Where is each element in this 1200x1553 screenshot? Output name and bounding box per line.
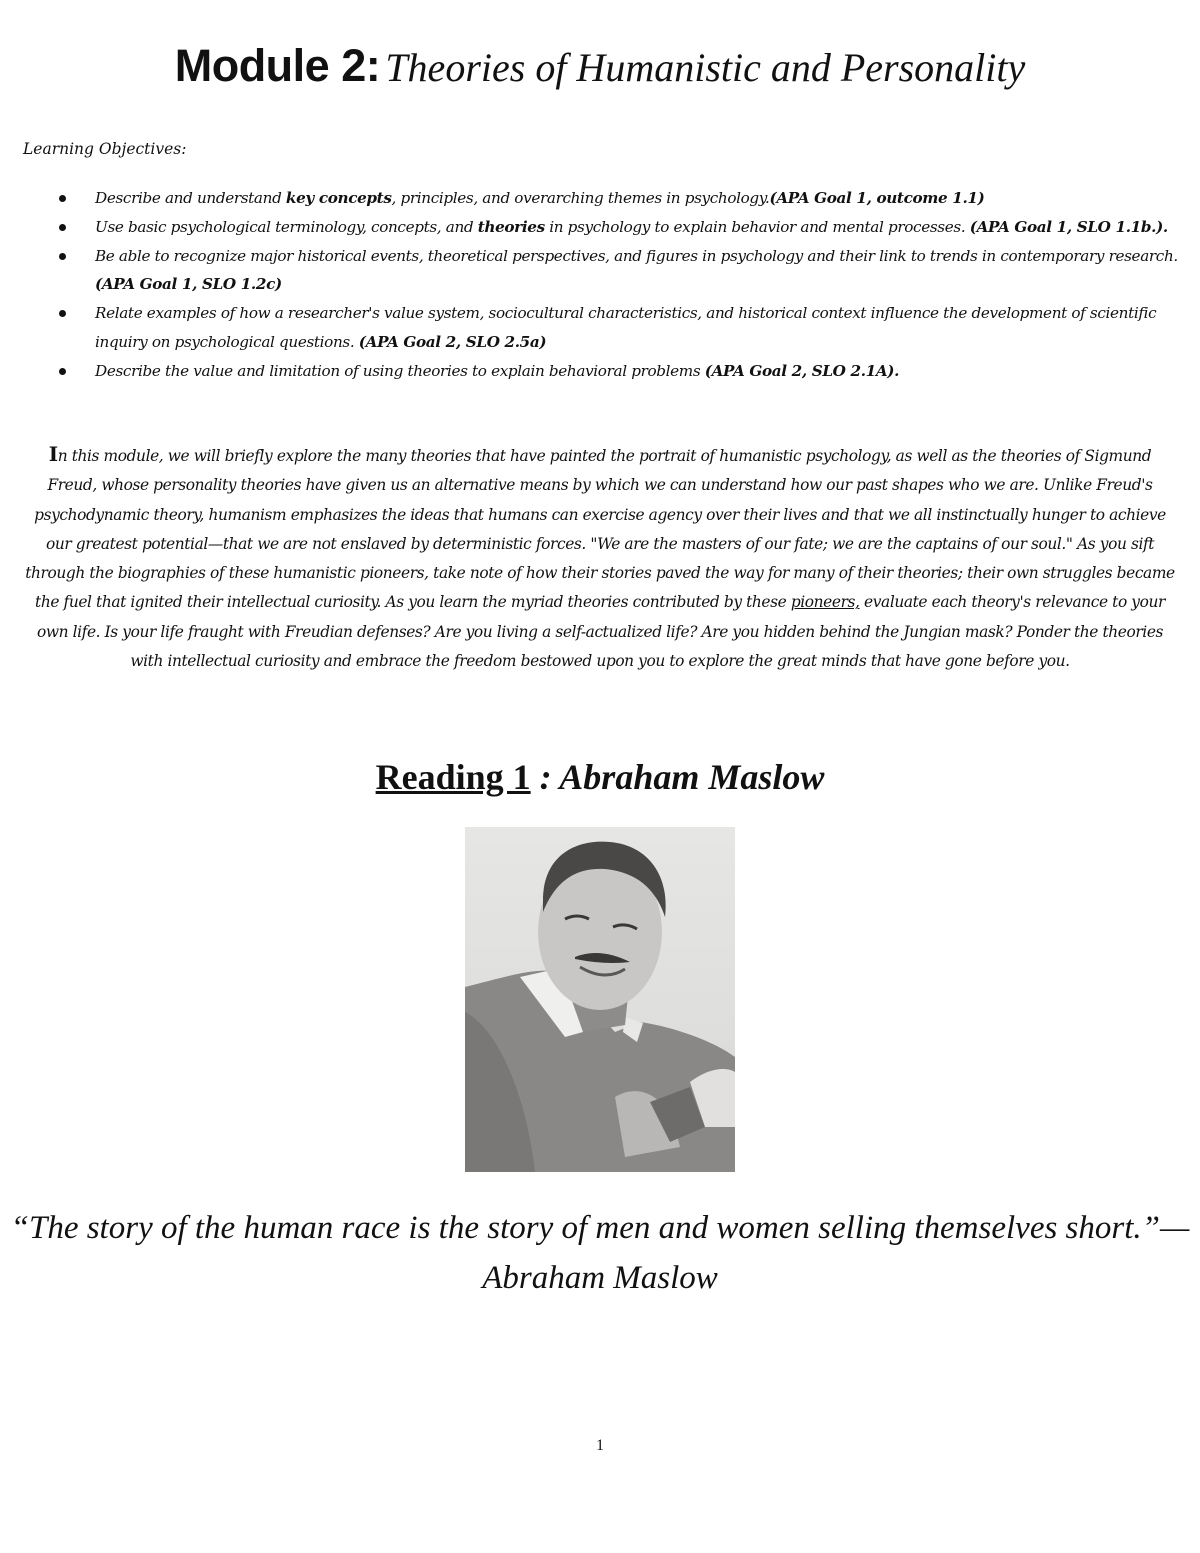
intro-text: evaluate each theory's relevance to your own life. Is your life fraught with Freudian defenses? Are you living a self-actualized life? Are you hidden behind the Jungian mask? Ponder the theories with intellectual curiosity and embrace the freedom bestowed upon you to explore the great minds that have gone before you. bbox=[36, 593, 1165, 671]
underlined-word: pioneers, bbox=[790, 593, 860, 612]
learning-objectives-list bbox=[0, 184, 1200, 386]
bullet-icon bbox=[59, 310, 66, 317]
objective-text: Relate examples of how a researcher's value system, sociocultural characteristics, and historical context influence the development of scientific inquiry on psychological questions. bbox=[95, 304, 1157, 351]
reading-number: Reading 1 bbox=[375, 757, 531, 797]
objective-item bbox=[0, 242, 1200, 300]
objective-text: Describe and understand bbox=[95, 189, 286, 207]
maslow-quote: “The story of the human race is the story of men and women selling themselves short.”—Abraham Maslow bbox=[10, 1210, 1190, 1296]
intro-text: n this module, we will briefly explore the many theories that have painted the portrait of humanistic psychology, as well as the theories of Sigmund Freud, whose personality theories have given us an alternative means by which we can understand how our past shapes who we are. Unlike Freud's psychodynamic theory, humanism emphasizes the ideas that humans can exercise agency over their lives and that we all instinctually hunger to achieve our greatest potential—that we are not enslaved by deterministic forces. "We are the masters of our fate; we are the captains of our soul." As you sift through the biographies of these humanistic pioneers, take note of how their stories paved the way for many of their theories; their own struggles became the fuel that ignited their intellectual curiosity. As you learn the myriad theories contributed by these bbox=[25, 447, 1175, 612]
module-number: Module 2: bbox=[174, 40, 381, 91]
bullet-icon bbox=[59, 368, 66, 375]
objective-apa-ref: (APA Goal 2, SLO 2.5a) bbox=[358, 332, 547, 351]
drop-cap: I bbox=[48, 442, 58, 466]
intro-paragraph bbox=[22, 440, 1178, 676]
objective-keyword: key concepts bbox=[285, 189, 392, 207]
objective-apa-ref: (APA Goal 2, SLO 2.1A). bbox=[704, 361, 900, 380]
reading-separator: : bbox=[530, 757, 560, 797]
portrait-illustration-icon bbox=[465, 827, 735, 1172]
module-title bbox=[0, 40, 1200, 92]
reading-heading bbox=[0, 756, 1200, 798]
learning-objectives-label: Learning Objectives: bbox=[23, 140, 187, 158]
reading-subject: Abraham Maslow bbox=[559, 757, 825, 797]
objective-text: in psychology to explain behavior and mental processes. bbox=[544, 217, 970, 236]
objective-item bbox=[0, 213, 1200, 242]
maslow-portrait-photo bbox=[465, 827, 735, 1172]
objective-item bbox=[0, 184, 1200, 213]
bullet-icon bbox=[59, 224, 66, 231]
objective-apa-ref: (APA Goal 1, SLO 1.1b.). bbox=[969, 217, 1168, 236]
objective-apa-ref: (APA Goal 1, outcome 1.1) bbox=[769, 189, 985, 207]
objective-item bbox=[0, 299, 1200, 357]
objective-text: Use basic psychological terminology, concepts, and bbox=[95, 217, 478, 236]
objective-text: , principles, and overarching themes in psychology. bbox=[391, 189, 770, 207]
objective-item bbox=[0, 357, 1200, 386]
objective-keyword: theories bbox=[477, 217, 545, 236]
module-subtitle: Theories of Humanistic and Personality bbox=[385, 45, 1026, 90]
objective-apa-ref: (APA Goal 1, SLO 1.2c) bbox=[95, 275, 282, 294]
bullet-icon bbox=[59, 195, 66, 202]
bullet-icon bbox=[59, 253, 66, 260]
objective-text: Be able to recognize major historical events, theoretical perspectives, and figures in psychology and their link to trends in contemporary research. bbox=[95, 246, 1178, 265]
objective-text: Describe the value and limitation of using theories to explain behavioral problems bbox=[95, 361, 705, 380]
page-number: 1 bbox=[596, 1437, 604, 1454]
